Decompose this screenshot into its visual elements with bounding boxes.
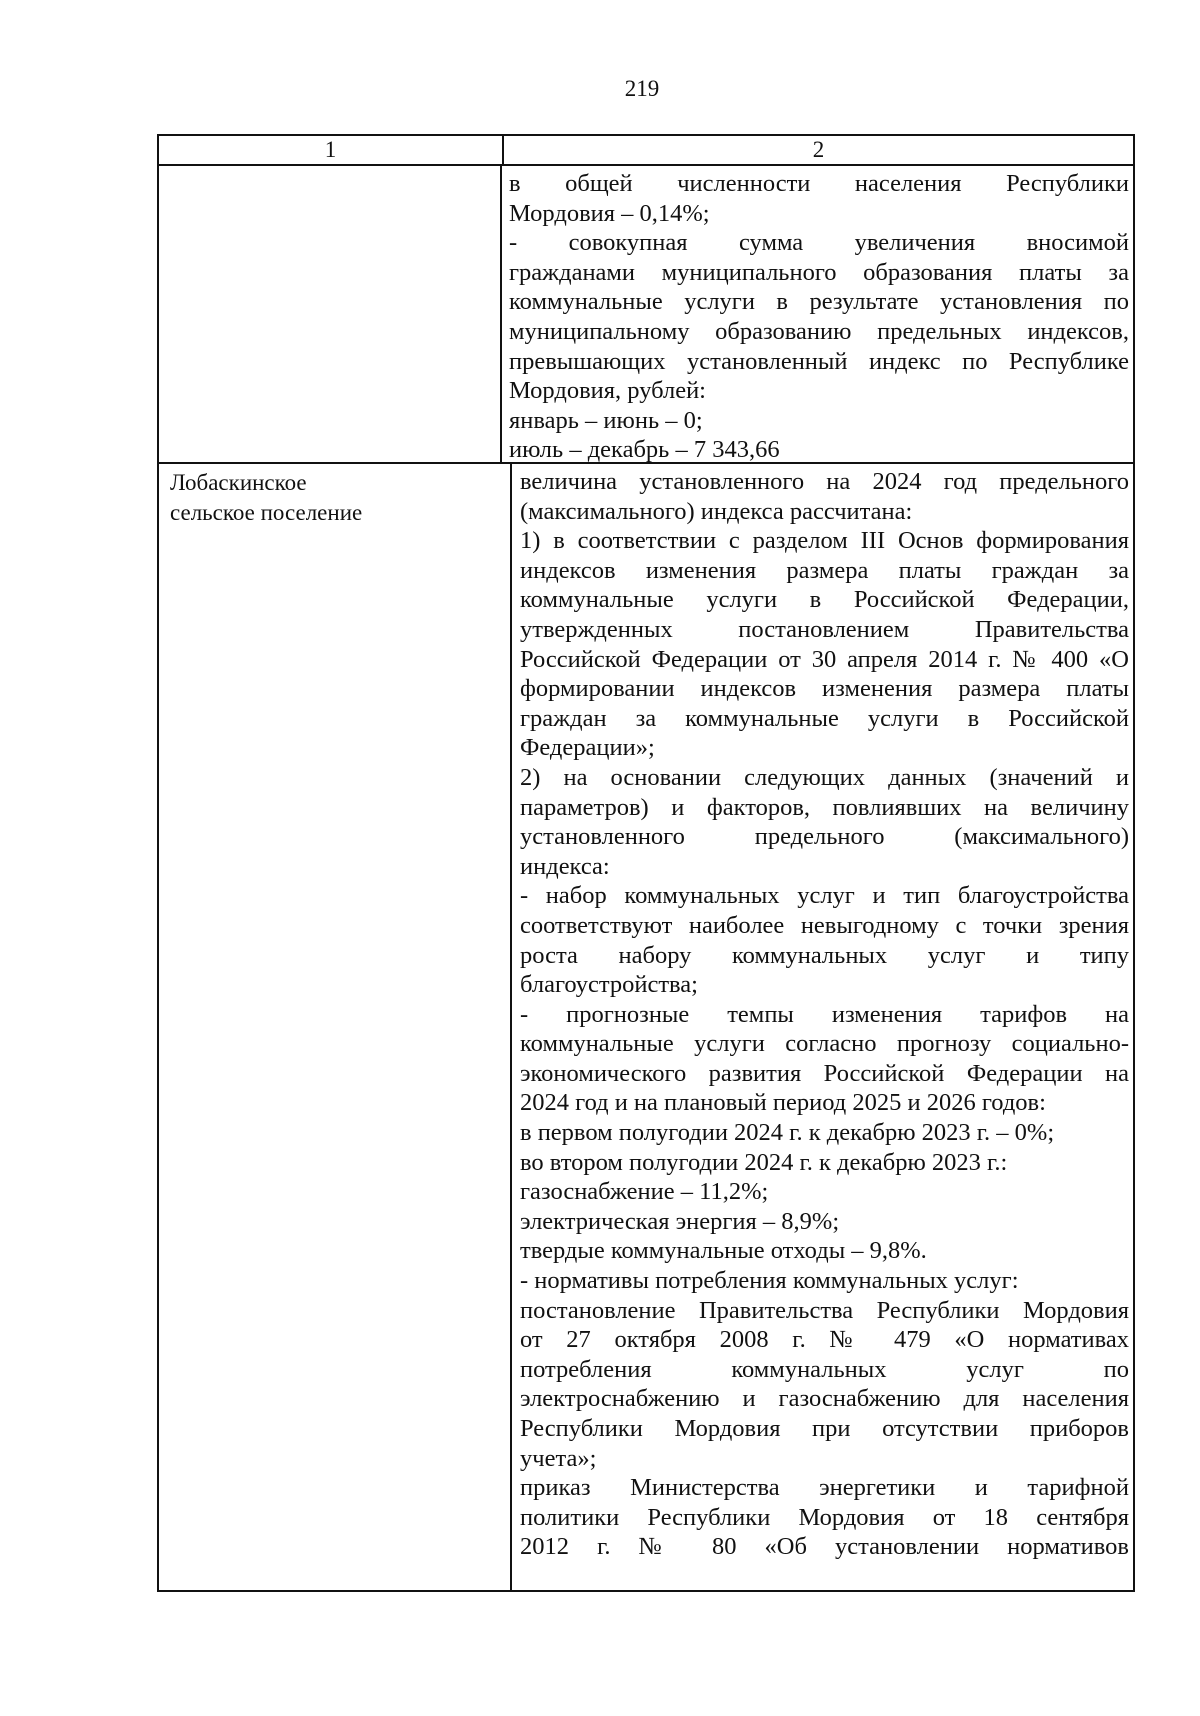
text-line: Республики Мордовия при отсутствии приборов [520,1415,1129,1442]
text-line: благоустройства; [520,971,698,999]
text-line: Мордовия, рублей: [509,377,706,405]
text-line: коммунальные услуги в Российской Федерации, [520,586,1129,614]
text-line: приказ Министерства энергетики и тарифной [520,1474,1129,1502]
text-line: - прогнозные темпы изменения тарифов на [520,1000,1129,1028]
text-line: муниципальному образованию предельных индексов, [509,317,1129,345]
text-line: превышающих установленный индекс по Республике [509,347,1129,375]
text-line: Российской Федерации от 30 апреля 2014 г. № 400 «О [520,645,1129,673]
column-header-1: 1 [159,136,504,164]
description-cell [512,464,1133,1590]
text-line: коммунальные услуги согласно прогнозу социально- [520,1030,1129,1058]
text-line: электроснабжению и газоснабжению для населения [520,1385,1129,1413]
text-line: параметров) и факторов, повлиявших на величину [520,793,1129,821]
text-line: роста набору коммунальных услуг и типу [520,941,1129,969]
text-line: июль – декабрь – 7 343,66 [509,436,780,462]
municipality-name-cell [159,464,512,1590]
text-line: Федерации»; [520,734,655,762]
text-line: - совокупная сумма увеличения вносимой [509,229,1129,257]
text-line: январь – июнь – 0; [509,406,703,434]
text-line: индексов изменения размера платы граждан за [520,556,1129,584]
text-line: экономического развития Российской Федерации на [520,1059,1129,1087]
text-line: индекса: [520,852,610,880]
text-line: гражданами муниципального образования платы за [509,258,1129,286]
municipality-name-line: Лобаскинское [170,470,307,495]
text-line: Мордовия – 0,14%; [509,199,710,227]
text-line: твердые коммунальные отходы – 9,8%. [520,1237,927,1265]
text-line: установленного предельного (максимального) [520,823,1129,851]
table-header-row [159,136,1133,166]
text-line: потребления коммунальных услуг по [520,1355,1129,1383]
text-line: 2) на основании следующих данных (значений и [520,763,1129,791]
text-line: политики Республики Мордовия от 18 сентября [520,1503,1129,1531]
column-header-2: 2 [812,137,825,162]
table-row [159,464,1133,1592]
text-line: от 27 октября 2008 г. № 479 «О нормативах [520,1326,1129,1354]
text-line: в общей численности населения Республики [509,170,1129,197]
text-line: граждан за коммунальные услуги в Российской [520,704,1129,732]
text-line: утвержденных постановлением Правительства [520,615,1129,643]
text-line: 2012 г. № 80 «Об установлении нормативов [520,1533,1129,1561]
text-line: соответствуют наиболее невыгодному с точки зрения [520,911,1129,939]
text-line: в первом полугодии 2024 г. к декабрю 2023 г. – 0%; [520,1119,1055,1147]
text-line: коммунальные услуги в результате установления по [509,288,1129,316]
text-line: - набор коммунальных услуг и тип благоустройства [520,882,1129,910]
text-line: величина установленного на 2024 год предельного [520,468,1129,495]
description-cell [502,166,1133,462]
text-line: - нормативы потребления коммунальных услуг: [520,1267,1019,1295]
document-table [157,134,1135,1592]
text-line: 1) в соответствии с разделом III Основ формирования [520,527,1129,555]
text-line: 2024 год и на плановый период 2025 и 2026 годов: [520,1089,1046,1117]
text-line: постановление Правительства Республики Мордовия [520,1296,1129,1324]
page-number: 219 [624,76,660,101]
municipality-name-line: сельское поселение [170,499,363,525]
text-line: учета»; [520,1444,597,1472]
text-line: (максимального) индекса рассчитана: [520,497,913,525]
table-row [159,166,1133,464]
text-line: газоснабжение – 11,2%; [520,1178,769,1206]
municipality-name-cell [159,166,502,462]
text-line: во втором полугодии 2024 г. к декабрю 2023 г.: [520,1148,1008,1176]
text-line: электрическая энергия – 8,9%; [520,1207,840,1235]
text-line: формировании индексов изменения размера платы [520,675,1129,703]
